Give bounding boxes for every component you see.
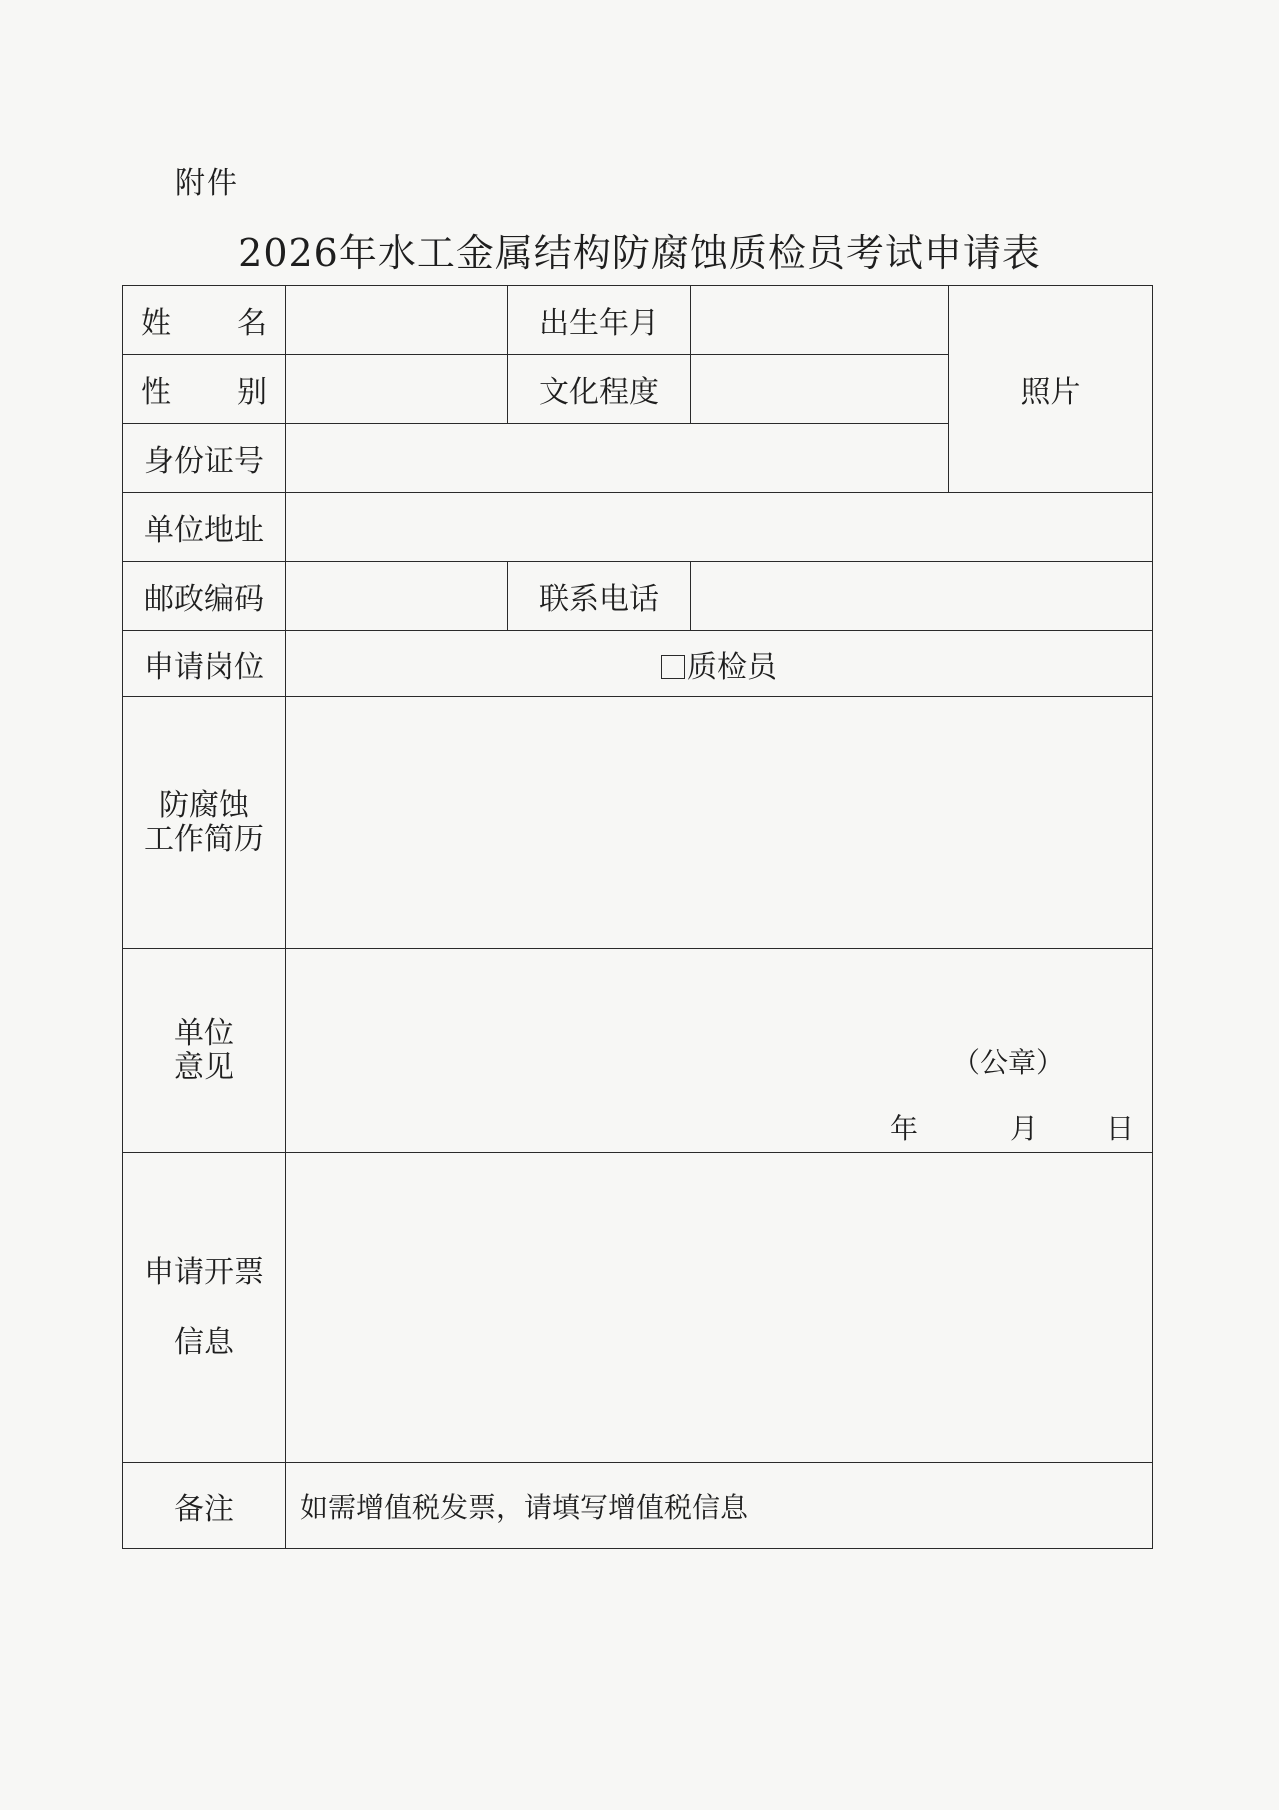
row-invoice (123, 1153, 1153, 1463)
position-option-label: 质检员 (687, 649, 777, 685)
invoice-label (123, 1153, 286, 1463)
id-field[interactable] (286, 424, 949, 493)
date-month-label: 月 (1009, 1112, 1038, 1145)
education-label: 文化程度 (508, 355, 691, 424)
id-label: 身份证号 (123, 424, 286, 493)
photo-box[interactable] (949, 286, 1153, 493)
birth-field[interactable] (691, 286, 949, 355)
resume-field[interactable] (286, 697, 1153, 949)
row-resume (123, 697, 1153, 949)
seal-label: （公章） (951, 1046, 1064, 1079)
opinion-field[interactable] (286, 949, 1153, 1153)
application-form-table (122, 285, 1153, 1549)
name-label: 姓名 (123, 286, 286, 355)
address-field[interactable] (286, 493, 1153, 562)
row-remark (123, 1463, 1153, 1549)
date-year-label: 年 (889, 1112, 918, 1145)
remark-text: 如需增值税发票，请填写增值税信息 (286, 1463, 1153, 1549)
row-position (123, 631, 1153, 697)
gender-label: 性别 (123, 355, 286, 424)
row-opinion (123, 949, 1153, 1153)
opinion-label-line2: 意见 (174, 1049, 234, 1085)
postal-label: 邮政编码 (123, 562, 286, 631)
position-checkbox[interactable] (661, 655, 685, 679)
row-address (123, 493, 1153, 562)
birth-label: 出生年月 (508, 286, 691, 355)
phone-field[interactable] (691, 562, 1153, 631)
opinion-label (123, 949, 286, 1153)
attachment-label: 附件 (175, 166, 239, 201)
opinion-label-line1: 单位 (174, 1015, 234, 1051)
resume-label-line1: 防腐蚀 (159, 787, 249, 823)
form-title: 2026年水工金属结构防腐蚀质检员考试申请表 (238, 231, 1041, 275)
row-name (123, 286, 1153, 355)
opinion-date (890, 1107, 1134, 1147)
invoice-label-line2: 信息 (174, 1324, 234, 1360)
position-label: 申请岗位 (123, 631, 286, 697)
education-field[interactable] (691, 355, 949, 424)
resume-label (123, 697, 286, 949)
row-postal (123, 562, 1153, 631)
resume-label-line2: 工作简历 (144, 821, 264, 857)
name-field[interactable] (286, 286, 508, 355)
phone-label: 联系电话 (508, 562, 691, 631)
invoice-label-line1: 申请开票 (144, 1254, 264, 1290)
address-label: 单位地址 (123, 493, 286, 562)
invoice-field[interactable] (286, 1153, 1153, 1463)
postal-field[interactable] (286, 562, 508, 631)
gender-field[interactable] (286, 355, 508, 424)
position-field (286, 631, 1153, 697)
date-day-label: 日 (1105, 1112, 1134, 1145)
remark-label: 备注 (123, 1463, 286, 1549)
photo-label: 照片 (1020, 375, 1081, 410)
